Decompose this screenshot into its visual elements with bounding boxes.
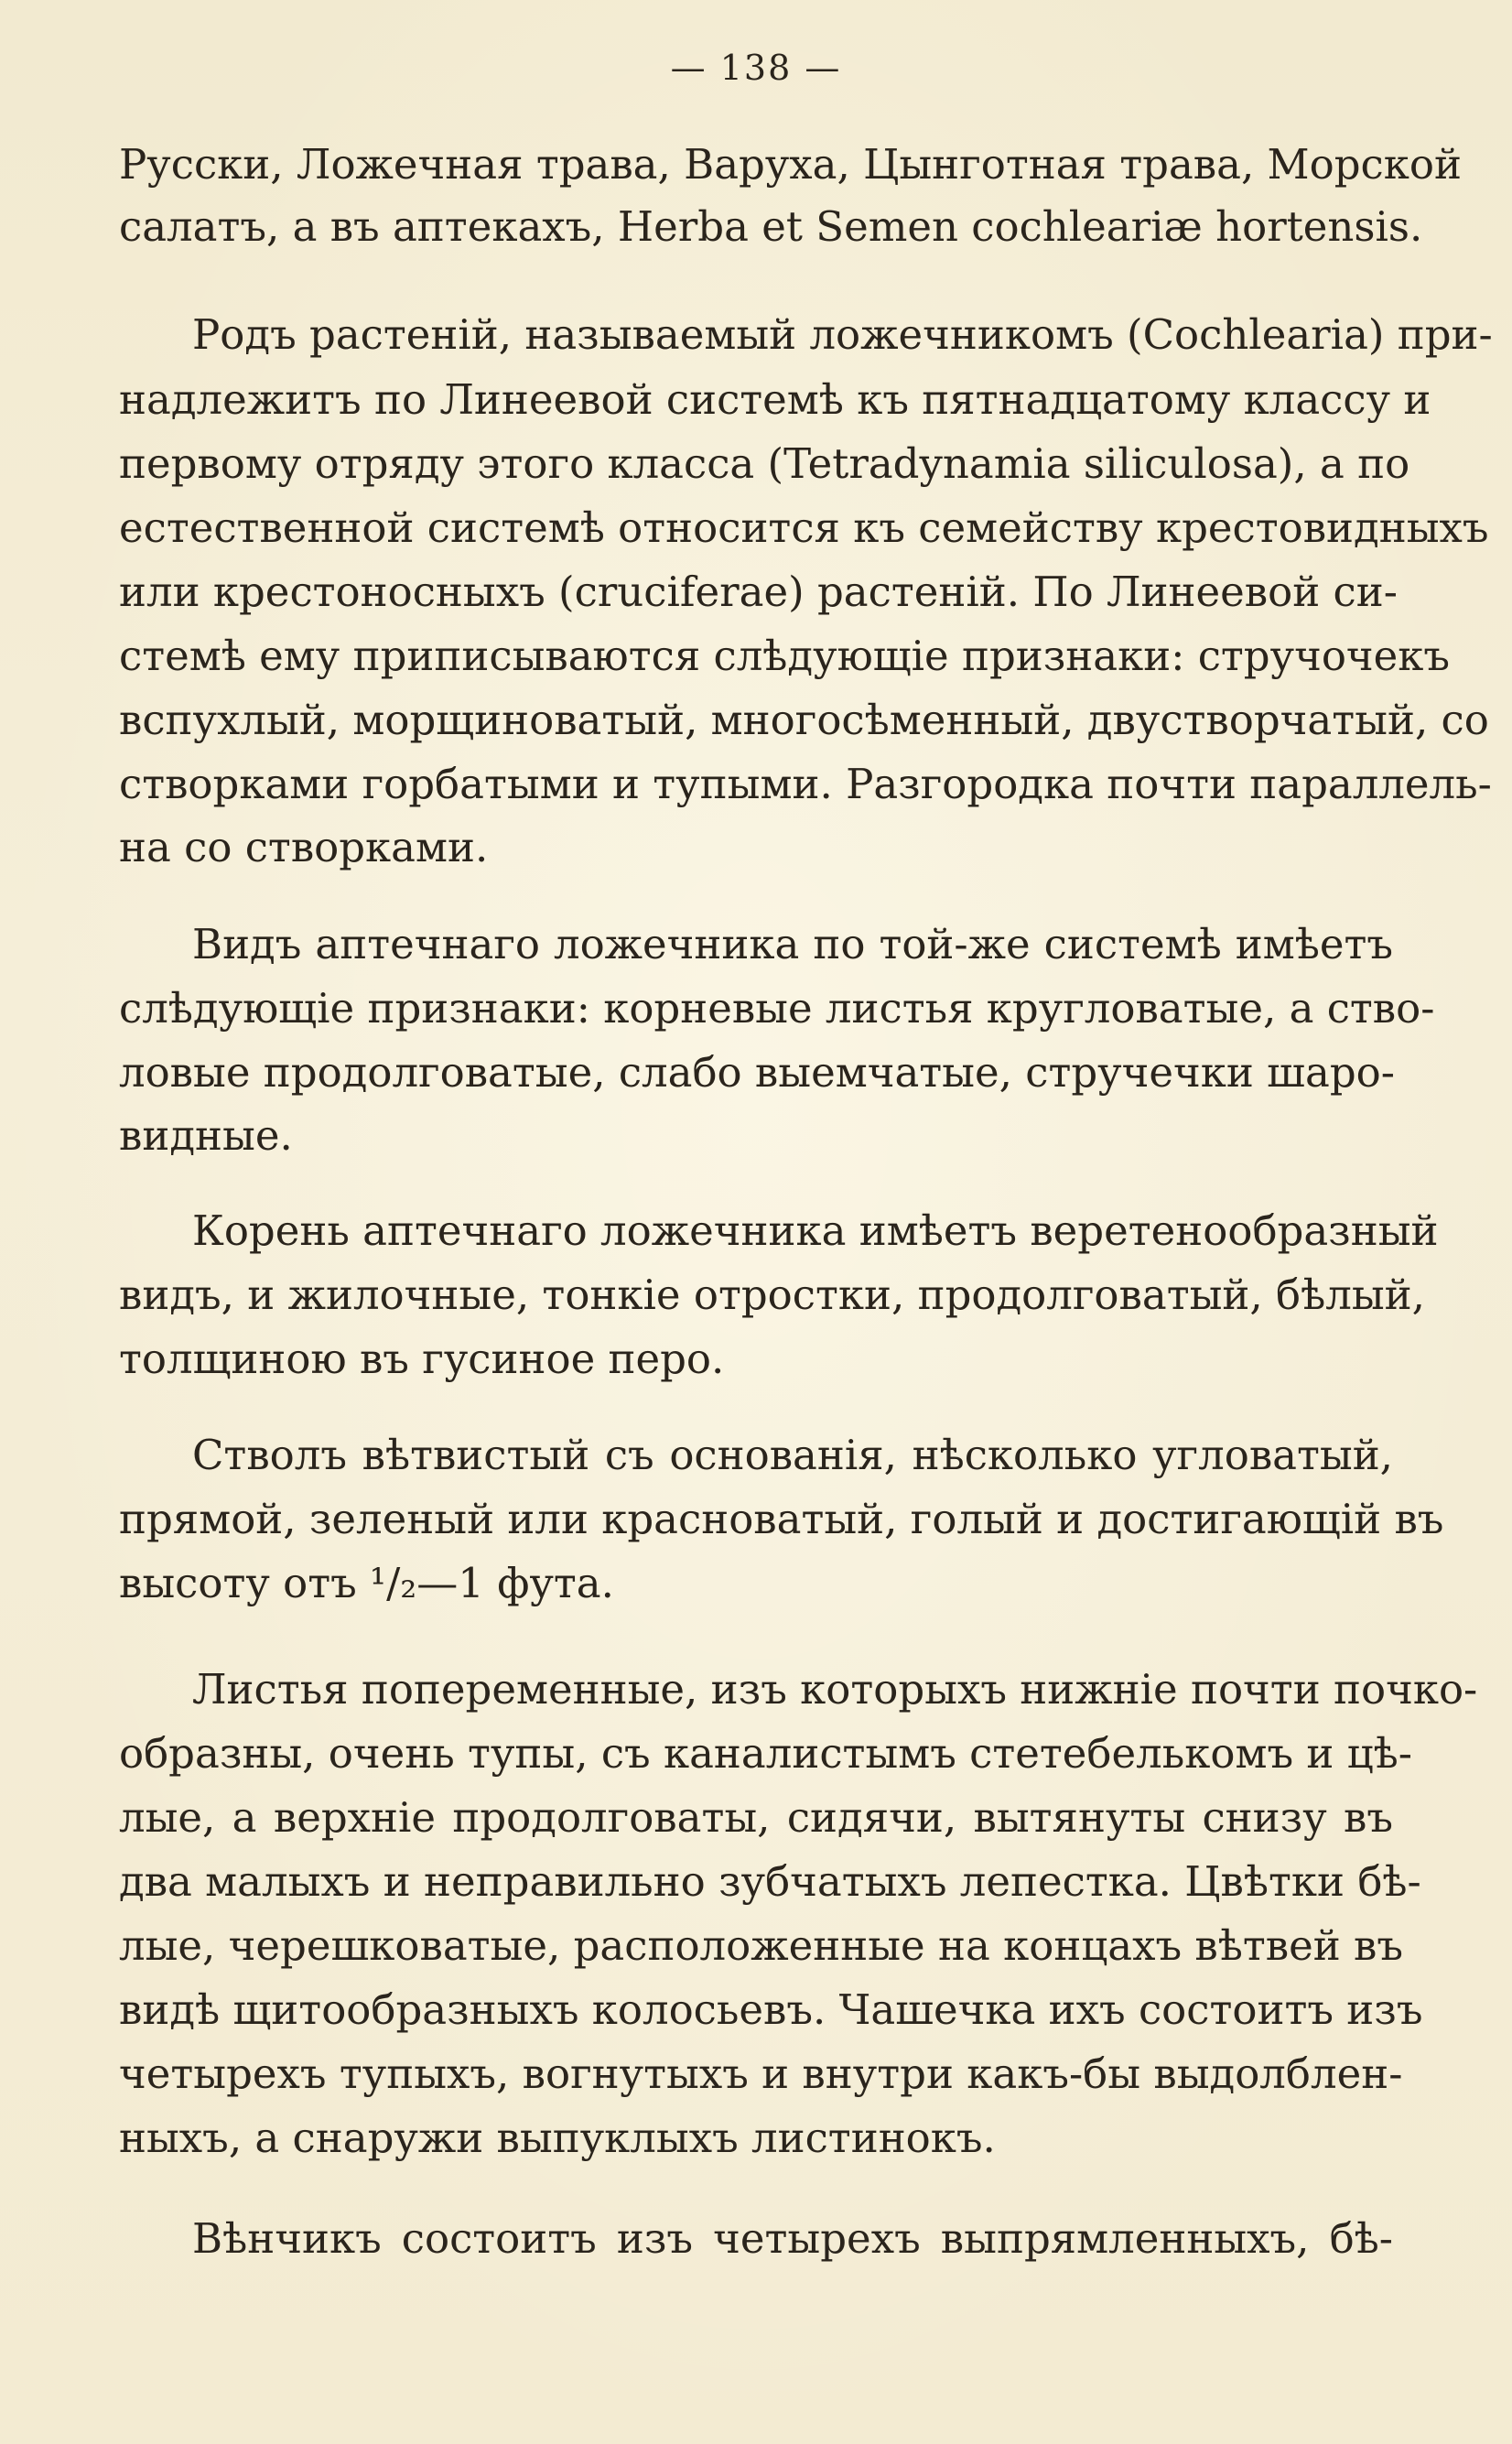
text-line: Родъ растеній, называемый ложечникомъ (Cochlearia) при- bbox=[192, 310, 1493, 359]
text-line: прямой, зеленый или красноватый, голый и достигающій въ bbox=[119, 1495, 1444, 1543]
text-line: надлежитъ по Линеевой системѣ къ пятнадцатому классу и bbox=[119, 375, 1431, 424]
text-line: Вѣнчикъ состоитъ изъ четырехъ выпрямленныхъ, бѣ- bbox=[192, 2214, 1393, 2263]
text-line: два малыхъ и неправильно зубчатыхъ лепестка. Цвѣтки бѣ- bbox=[119, 1857, 1421, 1906]
text-line: высоту отъ ¹/₂—1 фута. bbox=[119, 1559, 614, 1607]
text-line: Русски, Ложечная трава, Варуха, Цынготная трава, Морской bbox=[119, 140, 1462, 189]
text-line: Листья попеременные, изъ которыхъ нижніе почти почко- bbox=[192, 1665, 1478, 1714]
text-line: вспухлый, морщиноватый, многосѣменный, двустворчатый, со bbox=[119, 696, 1489, 744]
text-line: ловые продолговатые, слабо выемчатые, стручечки шаро- bbox=[119, 1048, 1395, 1097]
text-line: Видъ аптечнаго ложечника по той-же системѣ имѣетъ bbox=[192, 920, 1393, 968]
text-line: ныхъ, а снаружи выпуклыхъ листинокъ. bbox=[119, 2114, 996, 2162]
text-line: видъ, и жилочные, тонкіе отростки, продолговатый, бѣлый, bbox=[119, 1271, 1425, 1319]
text-line: Корень аптечнаго ложечника имѣетъ веретенообразный bbox=[192, 1206, 1439, 1255]
text-line: створками горбатыми и тупыми. Разгородка почти параллель- bbox=[119, 760, 1492, 808]
text-line: толщиною въ гусиное перо. bbox=[119, 1335, 725, 1383]
text-line: четырехъ тупыхъ, вогнутыхъ и внутри какъ-бы выдолблен- bbox=[119, 2049, 1403, 2098]
text-line: видѣ щитообразныхъ колосьевъ. Чашечка ихъ состоитъ изъ bbox=[119, 1985, 1423, 2034]
text-line: салатъ, а въ аптекахъ, Herba et Semen cochleariæ hortensis. bbox=[119, 202, 1423, 251]
text-line: лые, а верхніе продолговаты, сидячи, вытянуты снизу въ bbox=[119, 1793, 1393, 1842]
text-line: видные. bbox=[119, 1111, 293, 1160]
text-line: лые, черешковатые, расположенные на концахъ вѣтвей въ bbox=[119, 1921, 1403, 1970]
text-line: первому отряду этого класса (Tetradynamia siliculosa), а по bbox=[119, 439, 1410, 488]
page-number: — 138 — bbox=[670, 48, 842, 88]
text-line: образны, очень тупы, съ каналистымъ стетебелькомъ и цѣ- bbox=[119, 1729, 1412, 1778]
text-line: Стволъ вѣтвистый съ основанія, нѣсколько угловатый, bbox=[192, 1431, 1393, 1479]
text-line: на со створками. bbox=[119, 823, 489, 871]
text-line: или крестоносныхъ (cruciferae) растеній. По Линеевой си- bbox=[119, 568, 1398, 616]
text-line: слѣдующіе признаки: корневые листья кругловатые, а ство- bbox=[119, 984, 1435, 1033]
text-line: стемѣ ему приписываются слѣдующіе признаки: стручочекъ bbox=[119, 632, 1451, 680]
text-line: естественной системѣ относится къ семейству крестовидныхъ bbox=[119, 503, 1489, 552]
